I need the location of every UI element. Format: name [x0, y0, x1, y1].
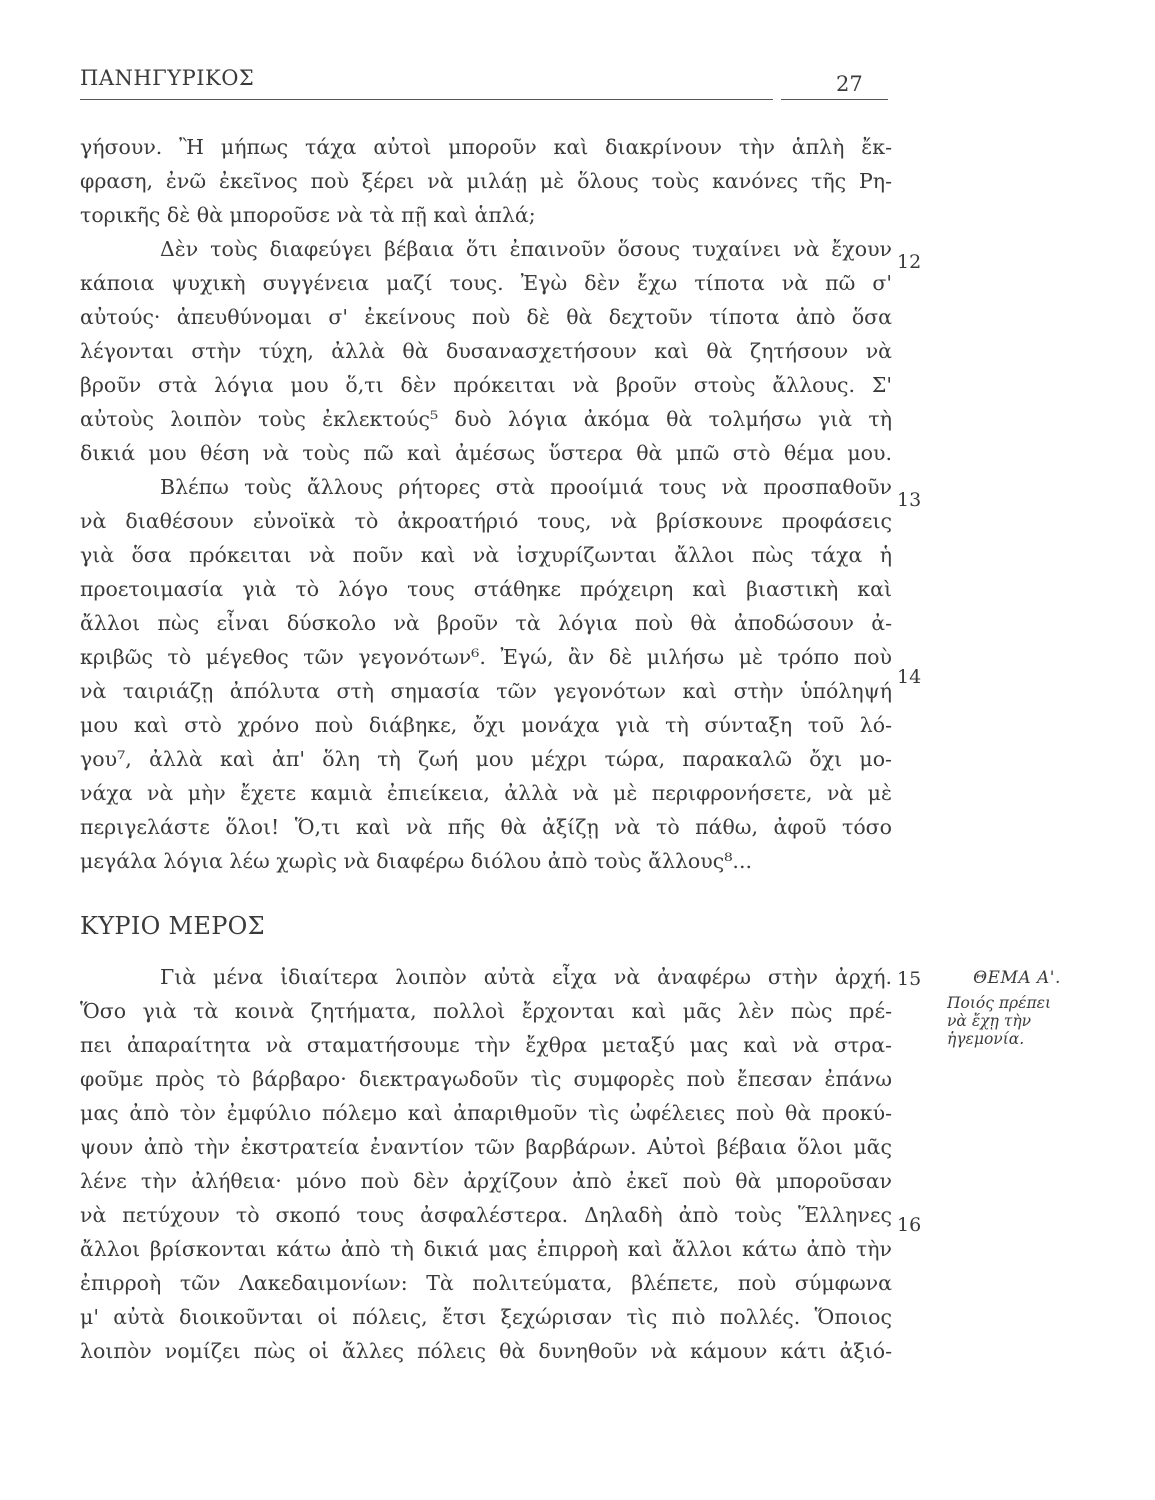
- page-number: 27: [836, 72, 863, 96]
- text-line: προετοιμασία γιὰ τὸ λόγο τους στάθηκε πρόχειρη καὶ βιαστικὴ καὶ: [80, 577, 892, 601]
- header-rule-short: [781, 99, 888, 100]
- text-line: φοῦμε πρὸς τὸ βάρβαρο· διεκτραγωδοῦν τὶς συμφορὲς ποὺ ἔπεσαν ἐπάνω: [80, 1067, 892, 1091]
- text-line: Βλέπω τοὺς ἄλλους ρήτορες στὰ προοίμιά τους νὰ προσπαθοῦν: [160, 475, 892, 499]
- paragraph-number: 14: [897, 666, 922, 688]
- paragraph-number: 16: [897, 1214, 922, 1236]
- text-line: γιὰ ὅσα πρόκειται νὰ ποῦν καὶ νὰ ἰσχυρίζωνται ἄλλοι πὼς τάχα ἡ: [80, 543, 892, 567]
- text-line: νὰ διαθέσουν εὐνοϊκὰ τὸ ἀκροατήριό τους, νὰ βρίσκουνε προφάσεις: [80, 509, 892, 533]
- header-rule: [80, 99, 773, 100]
- text-line: μου καὶ στὸ χρόνο ποὺ διάβηκε, ὄχι μονάχα γιὰ τὴ σύνταξη τοῦ λό-: [80, 713, 892, 737]
- text-line: μας ἀπὸ τὸν ἐμφύλιο πόλεμο καὶ ἀπαριθμοῦν τὶς ὠφέλειες ποὺ θὰ προκύ-: [80, 1101, 892, 1125]
- text-line: περιγελάστε ὅλοι! Ὅ,τι καὶ νὰ πῆς θὰ ἀξίζῃ νὰ τὸ πάθω, ἀφοῦ τόσο: [80, 815, 892, 839]
- text-line: Ὅσο γιὰ τὰ κοινὰ ζητήματα, πολλοὶ ἔρχονται καὶ μᾶς λὲν πὼς πρέ-: [80, 999, 892, 1023]
- section-heading: ΚΥΡΙΟ ΜΕΡΟΣ: [80, 912, 265, 940]
- text-line: λένε τὴν ἀλήθεια· μόνο ποὺ δὲν ἀρχίζουν ἀπὸ ἐκεῖ ποὺ θὰ μποροῦσαν: [80, 1169, 892, 1193]
- text-line: γου⁷, ἀλλὰ καὶ ἀπ' ὅλη τὴ ζωή μου μέχρι τώρα, παρακαλῶ ὄχι μο-: [80, 747, 892, 771]
- text-line: λέγονται στὴν τύχη, ἀλλὰ θὰ δυσανασχετήσουν καὶ θὰ ζητήσουν νὰ: [80, 339, 892, 363]
- text-line: νὰ ταιριάζῃ ἀπόλυτα στὴ σημασία τῶν γεγονότων καὶ στὴν ὑπόληψή: [80, 679, 892, 703]
- text-line: μ' αὐτὰ διοικοῦνται οἱ πόλεις, ἔτσι ξεχώρισαν τὶς πιὸ πολλές. Ὅποιος: [80, 1305, 892, 1329]
- text-line: φραση, ἐνῶ ἐκεῖνος ποὺ ξέρει νὰ μιλάῃ μὲ ὅλους τοὺς κανόνες τῆς Ρη-: [80, 169, 892, 193]
- paragraph-number: 13: [897, 489, 922, 511]
- text-line: ἄλλοι πὼς εἶναι δύσκολο νὰ βροῦν τὰ λόγια ποὺ θὰ ἀποδώσουν ἀ-: [80, 611, 892, 635]
- paragraph-number: 15: [897, 968, 922, 990]
- text-line: αὐτοὺς λοιπὸν τοὺς ἐκλεκτούς⁵ δυὸ λόγια ἀκόμα θὰ τολμήσω γιὰ τὴ: [80, 407, 892, 431]
- margin-note-title: ΘΕΜΑ Α'.: [973, 968, 1061, 988]
- text-line: κάποια ψυχικὴ συγγένεια μαζί τους. Ἐγὼ δὲν ἔχω τίποτα νὰ πῶ σ': [80, 271, 892, 295]
- text-line: γήσουν. Ἢ μήπως τάχα αὐτοὶ μποροῦν καὶ διακρίνουν τὴν ἁπλὴ ἔκ-: [80, 135, 892, 159]
- margin-note: [937, 968, 1097, 1048]
- paragraph-number: 12: [897, 251, 922, 273]
- text-line: αὐτούς· ἀπευθύνομαι σ' ἐκείνους ποὺ δὲ θὰ δεχτοῦν τίποτα ἀπὸ ὅσα: [80, 305, 892, 329]
- margin-note-line: Ποιός πρέπει: [947, 994, 1052, 1012]
- text-line: Δὲν τοὺς διαφεύγει βέβαια ὅτι ἐπαινοῦν ὅσους τυχαίνει νὰ ἔχουν: [160, 237, 892, 261]
- text-line: βροῦν στὰ λόγια μου ὅ,τι δὲν πρόκειται νὰ βροῦν στοὺς ἄλλους. Σ': [80, 373, 892, 397]
- text-line: νὰ πετύχουν τὸ σκοπό τους ἀσφαλέστερα. Δηλαδὴ ἀπὸ τοὺς Ἕλληνες: [80, 1203, 892, 1227]
- page-header-title: ΠΑΝΗΓΥΡΙΚΟΣ: [80, 66, 255, 90]
- text-line: ἐπιρροὴ τῶν Λακεδαιμονίων: Τὰ πολιτεύματα, βλέπετε, ποὺ σύμφωνα: [80, 1271, 892, 1295]
- margin-note-line: νὰ ἔχῃ τὴν: [947, 1012, 1032, 1030]
- text-line: πει ἀπαραίτητα νὰ σταματήσουμε τὴν ἔχθρα μεταξύ μας καὶ νὰ στρα-: [80, 1033, 892, 1057]
- text-line: νάχα νὰ μὴν ἔχετε καμιὰ ἐπιείκεια, ἀλλὰ νὰ μὲ περιφρονήσετε, νὰ μὲ: [80, 781, 892, 805]
- text-line: μεγάλα λόγια λέω χωρὶς νὰ διαφέρω διόλου ἀπὸ τοὺς ἄλλους⁸...: [80, 849, 752, 873]
- text-line: δικιά μου θέση νὰ τοὺς πῶ καὶ ἀμέσως ὕστερα θὰ μπῶ στὸ θέμα μου.: [80, 441, 892, 465]
- body-text-intro: [80, 130, 892, 878]
- text-line: λοιπὸν νομίζει πὼς οἱ ἄλλες πόλεις θὰ δυνηθοῦν νὰ κάμουν κάτι ἀξιό-: [80, 1339, 892, 1363]
- text-line: Γιὰ μένα ἰδιαίτερα λοιπὸν αὐτὰ εἶχα νὰ ἀναφέρω στὴν ἀρχή.: [160, 965, 892, 989]
- margin-note-line: ἡγεμονία.: [947, 1030, 1025, 1048]
- text-line: ἄλλοι βρίσκονται κάτω ἀπὸ τὴ δικιά μας ἐπιρροὴ καὶ ἄλλοι κάτω ἀπὸ τὴν: [80, 1237, 892, 1261]
- text-line: ψουν ἀπὸ τὴν ἐκστρατεία ἐναντίον τῶν βαρβάρων. Αὐτοὶ βέβαια ὅλοι μᾶς: [80, 1135, 892, 1159]
- text-line: κριβῶς τὸ μέγεθος τῶν γεγονότων⁶. Ἐγώ, ἂν δὲ μιλήσω μὲ τρόπο ποὺ: [80, 645, 892, 669]
- body-text-main: [80, 960, 892, 1368]
- text-line: τορικῆς δὲ θὰ μποροῦσε νὰ τὰ πῇ καὶ ἁπλά;: [80, 203, 536, 227]
